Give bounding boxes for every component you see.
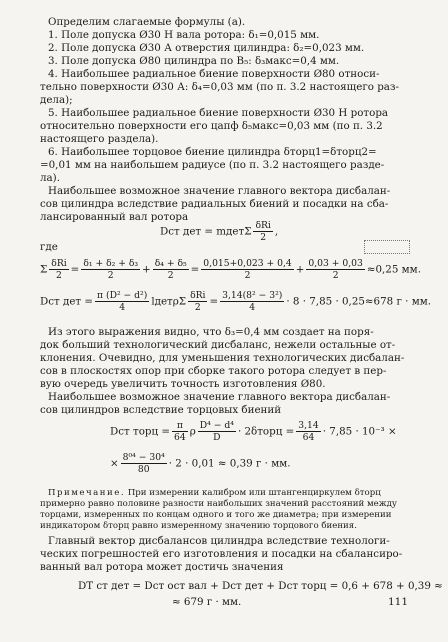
text-line: сов цилиндров вследствие торцовых биений bbox=[40, 404, 282, 416]
formula-total-result: ≈ 679 г · мм. bbox=[172, 596, 242, 608]
text-line: настоящего раздела). bbox=[40, 133, 159, 145]
text-line: ванный вал ротора может достичь значения bbox=[40, 561, 284, 573]
note-text: При измерении калибром или штангенциркулем δторц bbox=[127, 488, 381, 498]
text-line: клонения. Очевидно, для уменьшения технологических дисбалан- bbox=[40, 352, 405, 364]
text-line: док больший технологический дисбаланс, нежели остальные от- bbox=[40, 339, 396, 351]
text-line: Наибольшее возможное значение главного вектора дисбалан- bbox=[48, 391, 391, 403]
page-number: 111 bbox=[387, 596, 408, 608]
formula-total: DТ ст дет = Dст ост вал + Dст дет + Dст торц = 0,6 + 678 + 0,39 ≈ bbox=[78, 580, 443, 592]
text-line: Определим слагаемые формулы (а). bbox=[48, 16, 246, 28]
text-line: лансированный вал ротора bbox=[40, 211, 189, 223]
formula-sum-delta: Σ $\frac{\text{δRi}}{2}$ = $\frac{\text{δ₁ + δ₂ + δ₃}}{2}$ + $\frac{\text{δ₄ + δ₅}}{2}$ = $\frac{0,015+0,023 + 0,4}{2}$ + $\frac{0,03 + 0,03}{2}$ ≈0,25 мм. bbox=[40, 258, 421, 281]
text-line: тельно поверхности Ø30 А: δ₄=0,03 мм (по п. 3.2 настоящего раз- bbox=[40, 81, 400, 93]
text-line: =0,01 мм на наибольшем радиусе (по п. 3.2 настоящего разде- bbox=[40, 159, 385, 171]
text-line: дела); bbox=[40, 94, 73, 106]
text-line: Наибольшее возможное значение главного вектора дисбалан- bbox=[48, 185, 391, 197]
text-line: 3. Поле допуска Ø80 цилиндра по B₅: δ₃макс=0,4 мм. bbox=[48, 55, 340, 67]
text-line: сов цилиндра вследствие радиальных биений и посадки на сба- bbox=[40, 198, 389, 210]
text-line: Из этого выражения видно, что δ₃=0,4 мм создает на поря- bbox=[48, 326, 374, 338]
text-line: сов в плоскостях опор при сборке такого ротора следует в пер- bbox=[40, 365, 387, 377]
text-line: ла). bbox=[40, 172, 60, 184]
text-line: Главный вектор дисбалансов цилиндра вследствие технологи- bbox=[48, 535, 390, 547]
text-line: вую очередь увеличить точность изготовления Ø80. bbox=[40, 378, 326, 390]
note-label: Примечание. bbox=[48, 488, 126, 498]
formula-dst-det: Dст дет = mдетΣ $\frac{\text{δRi}}{2}$ , bbox=[160, 220, 279, 243]
note-line: примерно равно половине разности наибольших значений расстояний между bbox=[40, 499, 397, 509]
text-line: 4. Наибольшее радиальное биение поверхности Ø80 относи- bbox=[48, 68, 380, 80]
library-stamp bbox=[364, 240, 410, 254]
note-line: торцами, измеренных по концам одного и того же диаметра; при измерении bbox=[40, 510, 392, 520]
text-line: 1. Поле допуска Ø30 Н вала ротора: δ₁=0,015 мм. bbox=[48, 29, 320, 41]
formula-dst-det-value: Dст дет = $\frac{\text{π (D² − d²)}}{4}$ lдетρΣ $\frac{\text{δRi}}{2}$ = $\frac{\text{3,14(8² − 3²)}}{4}$ · 8 · 7,85 · 0,25≈678 г · мм. bbox=[40, 290, 431, 313]
text-line: 5. Наибольшее радиальное биение поверхности Ø30 Н ротора bbox=[48, 107, 389, 119]
note-line bbox=[48, 488, 381, 499]
where-label: где bbox=[40, 241, 58, 253]
formula-dst-torc: Dст торц = $\frac{\pi}{64}$ ρ $\frac{\text{D⁴ − d⁴}}{D}$ · 2δторц = $\frac{3,14}{64}$ · 7,85 · 10⁻³ × bbox=[110, 420, 397, 443]
note-line: индикатором δторц равно измеренному значению торцового биения. bbox=[40, 521, 357, 531]
text-line: 2. Поле допуска Ø30 А отверстия цилиндра: δ₂=0,023 мм. bbox=[48, 42, 365, 54]
text-line: относительно поверхности его цапф δ₅макс=0,03 мм (по п. 3.2 bbox=[40, 120, 383, 132]
formula-dst-torc-cont: × $\frac{\text{8⁰⁴ − 30⁴}}{80}$ · 2 · 0,01 ≈ 0,39 г · мм. bbox=[110, 452, 291, 475]
text-line: 6. Наибольшее торцовое биение цилиндра δторц1=δторц2= bbox=[48, 146, 377, 158]
text-line: ческих погрешностей его изготовления и посадки на сбалансиро- bbox=[40, 548, 403, 560]
